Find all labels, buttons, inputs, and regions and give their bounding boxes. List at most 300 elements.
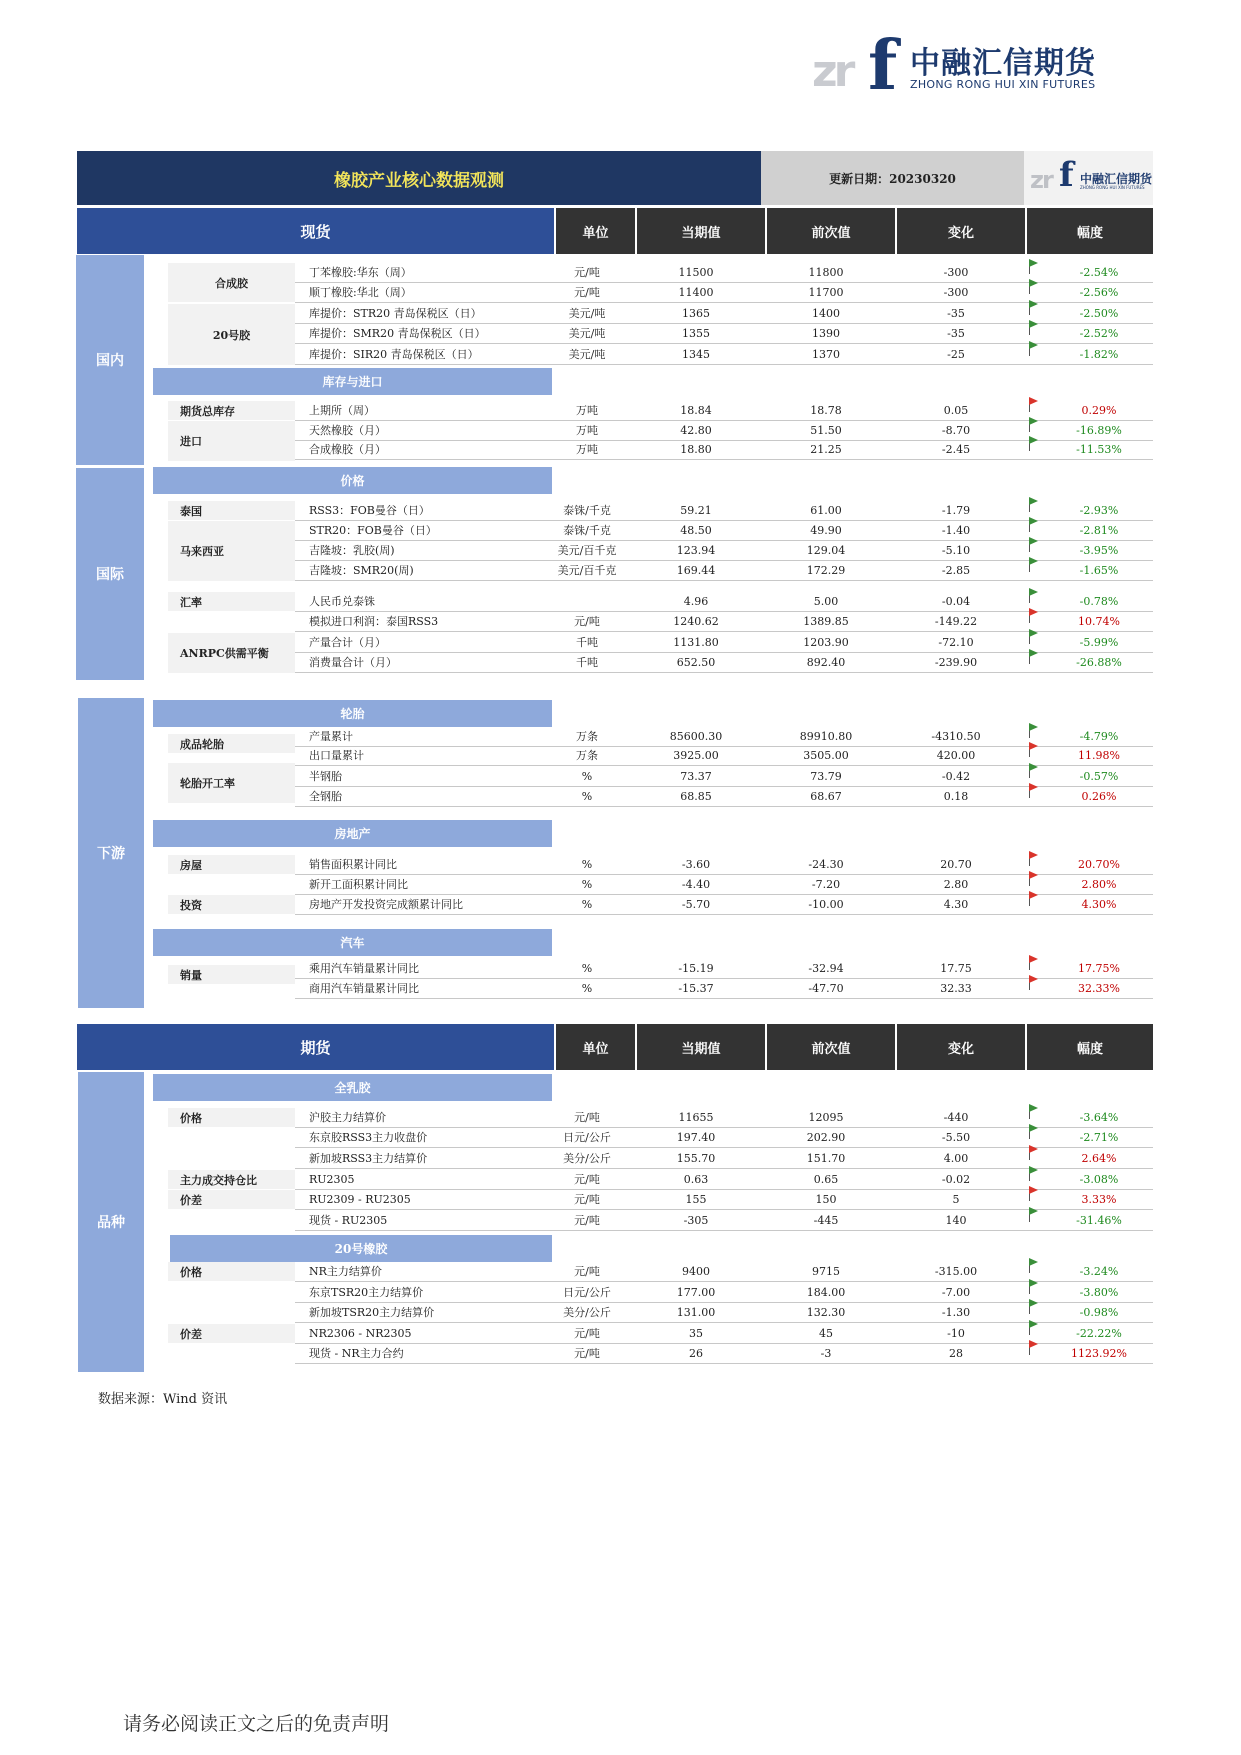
row-current: 0.63 [683,1173,709,1186]
row-pct: -3.95% [1079,544,1119,557]
row-name: 房地产开发投资完成额累计同比 [309,898,463,911]
group-tire-op: 轮胎开工率 [168,763,295,803]
small-logo-en: ZHONG RONG HUI XIN FUTURES [1080,185,1145,190]
row-name: 吉隆坡：SMR20(周) [309,564,414,577]
row-previous: -47.70 [808,982,844,995]
row-name: 消费量合计（月） [309,656,397,669]
row-unit: 万吨 [576,443,598,456]
table-row [295,1128,1153,1148]
table-row [295,612,1153,632]
row-unit: 日元/公斤 [563,1131,611,1144]
table-row [295,895,1153,915]
row-unit: 美分/公斤 [563,1152,611,1165]
row-change: -72.10 [938,636,974,649]
row-current: 18.80 [680,443,712,456]
disclaimer-footer: 请务必阅读正文之后的免责声明 [123,1713,390,1735]
row-current: 4.96 [683,595,709,608]
row-current: 155.70 [676,1152,716,1165]
row-previous: 45 [819,1327,833,1340]
row-unit: 元/吨 [574,1214,600,1227]
row-previous: 150 [815,1193,837,1206]
group-malay: 马来西亚 [168,521,295,581]
row-unit: % [581,770,593,783]
row-current: 11400 [678,286,714,299]
row-name: NR2306 - NR2305 [309,1327,412,1340]
row-pct: -0.98% [1079,1306,1119,1319]
table-row [295,263,1153,283]
row-unit: 元/吨 [574,615,600,628]
row-pct: -26.88% [1076,656,1122,669]
change-header: 变化 [897,208,1025,254]
row-pct: -3.64% [1079,1111,1119,1124]
row-change: -239.90 [934,656,978,669]
row-pct: -11.53% [1076,443,1122,456]
row-change: 0.18 [943,790,969,803]
f-unit-header: 单位 [556,1024,635,1070]
row-previous: 892.40 [806,656,846,669]
row-previous: 0.65 [813,1173,839,1186]
row-unit: 万吨 [576,404,598,417]
row-previous: 151.70 [806,1152,846,1165]
row-current: 42.80 [680,424,712,437]
row-name: 现货 - NR主力合约 [309,1347,404,1360]
table-row [295,1344,1153,1364]
table-row [295,1108,1153,1128]
row-name: 半钢胎 [309,770,342,783]
table-row [295,421,1153,441]
row-change: 28 [949,1347,963,1360]
row-current: 9400 [682,1265,710,1278]
row-change: -1.79 [941,504,971,517]
row-name: NR主力结算价 [309,1265,382,1278]
table-row [295,767,1153,787]
row-name: 现货 - RU2305 [309,1214,388,1227]
row-current: 155 [685,1193,707,1206]
row-unit: 千吨 [576,656,598,669]
row-pct: 17.75% [1078,962,1120,975]
table-row [295,855,1153,875]
row-pct: 1123.92% [1071,1347,1127,1360]
row-previous: 1203.90 [803,636,849,649]
futures-header: 期货 [77,1024,554,1070]
row-current: -305 [683,1214,709,1227]
table-row [295,1190,1153,1210]
row-pct: -3.08% [1079,1173,1119,1186]
row-pct: -16.89% [1076,424,1122,437]
row-unit: 元/吨 [574,1265,600,1278]
sub-whole-latex: 全乳胶 [153,1074,552,1101]
row-unit: 元/吨 [574,1347,600,1360]
row-name: 吉隆坡：乳胶(周) [309,544,395,557]
f-previous-header: 前次值 [767,1024,895,1070]
row-change: -0.42 [941,770,971,783]
row-previous: 12095 [808,1111,844,1124]
unit-header: 单位 [556,208,635,254]
row-name: 产量合计（月） [309,636,386,649]
row-current: 197.40 [676,1131,716,1144]
row-current: 26 [689,1347,703,1360]
row-change: -315.00 [934,1265,978,1278]
row-current: -5.70 [681,898,711,911]
row-change: -149.22 [934,615,978,628]
row-current: 1131.80 [673,636,719,649]
row-previous: 1400 [812,307,840,320]
row-name: 库提价：SMR20 青岛保税区（日） [309,327,486,340]
row-unit: 万吨 [576,424,598,437]
row-pct: 11.98% [1078,749,1120,762]
row-change: -10 [947,1327,965,1340]
row-name: 丁苯橡胶:华东（周） [309,266,412,279]
small-logo-f: f [1059,155,1074,195]
row-current: -3.60 [681,858,711,871]
row-change: -8.70 [941,424,971,437]
row-previous: -445 [813,1214,839,1227]
group-fut-inv: 期货总库存 [168,401,295,420]
row-unit: % [581,790,593,803]
row-change: -35 [947,327,965,340]
row-current: -15.37 [678,982,714,995]
row-change: -1.40 [941,524,971,537]
group-f-price: 价格 [168,1108,295,1127]
row-change: 140 [945,1214,967,1227]
table-row [295,401,1153,421]
row-unit: % [581,962,593,975]
report-title: 橡胶产业核心数据观测 [77,151,761,205]
table-row [295,1211,1153,1231]
row-change: 5 [952,1193,960,1206]
row-previous: 1390 [812,327,840,340]
sub-price: 价格 [153,467,552,494]
table-row [295,541,1153,561]
data-source: 数据来源：Wind 资讯 [98,1392,228,1407]
row-change: 32.33 [940,982,972,995]
row-current: 131.00 [676,1306,716,1319]
row-name: 上期所（周） [309,404,375,417]
row-current: 652.50 [676,656,716,669]
row-change: -35 [947,307,965,320]
section-intl: 国际 [76,468,144,680]
row-change: -7.00 [941,1286,971,1299]
row-previous: 49.90 [810,524,842,537]
group-f-spread2: 价差 [168,1324,295,1343]
row-pct: -22.22% [1076,1327,1122,1340]
row-previous: 11800 [808,266,844,279]
row-previous: -7.20 [811,878,841,891]
row-name: 天然橡胶（月） [309,424,386,437]
table-row [295,746,1153,766]
table-row [295,1262,1153,1282]
group-thai: 泰国 [168,501,295,520]
row-pct: 2.64% [1081,1152,1117,1165]
row-pct: -3.80% [1079,1286,1119,1299]
row-name: 销售面积累计同比 [309,858,397,871]
table-row [295,1170,1153,1190]
row-current: 48.50 [680,524,712,537]
row-name: 模拟进口利润：泰国RSS3 [309,615,439,628]
row-current: 73.37 [680,770,712,783]
row-current: 68.85 [680,790,712,803]
row-previous: 1370 [812,348,840,361]
table-row [295,633,1153,653]
table-row [295,561,1153,581]
sub-tire: 轮胎 [153,700,552,727]
row-change: -2.85 [941,564,971,577]
row-previous: -32.94 [808,962,844,975]
row-name: 沪胶主力结算价 [309,1111,386,1124]
f-current-header: 当期值 [637,1024,765,1070]
row-unit: 万条 [576,749,598,762]
row-current: 85600.30 [669,730,723,743]
table-row [295,979,1153,999]
row-name: 新加坡TSR20主力结算价 [309,1306,435,1319]
section-domestic: 国内 [76,255,144,465]
row-unit: 元/吨 [574,266,600,279]
row-unit: 日元/公斤 [563,1286,611,1299]
row-unit: 万条 [576,730,598,743]
row-unit: 元/吨 [574,286,600,299]
row-previous: 21.25 [810,443,842,456]
row-pct: 10.74% [1078,615,1120,628]
row-name: RSS3：FOB曼谷（日） [309,504,430,517]
table-row [295,440,1153,460]
group-f-pos: 主力成交持仓比 [168,1170,295,1189]
row-pct: -1.82% [1079,348,1119,361]
row-pct: 20.70% [1078,858,1120,871]
row-previous: 129.04 [806,544,846,557]
row-name: 乘用汽车销量累计同比 [309,962,419,975]
row-change: 17.75 [940,962,972,975]
logo-en: ZHONG RONG HUI XIN FUTURES [910,78,1096,91]
row-unit: 泰铢/千克 [563,524,611,537]
row-name: 合成橡胶（月） [309,443,386,456]
row-change: -25 [947,348,965,361]
small-logo-zr: zr [1030,166,1052,194]
row-pct: -1.65% [1079,564,1119,577]
row-change: 0.05 [943,404,969,417]
row-pct: 0.29% [1081,404,1117,417]
row-name: 东京TSR20主力结算价 [309,1286,424,1299]
row-current: 1345 [682,348,710,361]
row-pct: -0.78% [1079,595,1119,608]
row-previous: 184.00 [806,1286,846,1299]
row-pct: -2.50% [1079,307,1119,320]
row-current: 1240.62 [673,615,719,628]
row-unit: % [581,982,593,995]
row-previous: 202.90 [806,1131,846,1144]
row-current: 177.00 [676,1286,716,1299]
row-previous: 51.50 [810,424,842,437]
row-name: 商用汽车销量累计同比 [309,982,419,995]
sub-nr20: 20号橡胶 [170,1235,552,1262]
row-pct: -5.99% [1079,636,1119,649]
logo-f: f [868,26,898,106]
row-change: -0.04 [941,595,971,608]
row-change: -300 [943,266,969,279]
row-unit: 元/吨 [574,1193,600,1206]
table-row [295,653,1153,673]
row-pct: 0.26% [1081,790,1117,803]
row-pct: -2.56% [1079,286,1119,299]
row-pct: -2.52% [1079,327,1119,340]
section-variety: 品种 [78,1072,144,1372]
row-pct: 2.80% [1081,878,1117,891]
row-change: -4310.50 [931,730,981,743]
group-sales: 销量 [168,965,295,984]
table-row [295,345,1153,365]
table-row [295,283,1153,303]
row-unit: % [581,858,593,871]
row-name: 库提价：SIR20 青岛保税区（日） [309,348,479,361]
f-change-header: 变化 [897,1024,1025,1070]
table-row [295,787,1153,807]
group-import: 进口 [168,421,295,461]
table-row [295,875,1153,895]
group-house: 房屋 [168,855,295,874]
row-pct: 3.33% [1081,1193,1117,1206]
sub-auto: 汽车 [153,929,552,956]
row-current: 59.21 [680,504,712,517]
row-pct: -2.81% [1079,524,1119,537]
row-pct: -4.79% [1079,730,1119,743]
row-pct: -0.57% [1079,770,1119,783]
row-unit: % [581,898,593,911]
row-change: -1.30 [941,1306,971,1319]
group-f-price2: 价格 [168,1262,295,1281]
pct-header: 幅度 [1027,208,1153,254]
row-previous: 11700 [808,286,844,299]
row-change: -5.50 [941,1131,971,1144]
group-no20: 20号胶 [168,304,295,365]
row-current: 11500 [678,266,714,279]
row-unit: 泰铢/千克 [563,504,611,517]
table-row [295,324,1153,344]
small-logo-cn: 中融汇信期货 [1080,172,1153,186]
logo-cn: 中融汇信期货 [910,46,1096,81]
row-previous: 61.00 [810,504,842,517]
group-fx: 汇率 [168,592,295,611]
row-name: 产量累计 [309,730,353,743]
row-current: 1355 [682,327,710,340]
sub-realestate: 房地产 [153,820,552,847]
row-pct: -2.93% [1079,504,1119,517]
row-name: STR20：FOB曼谷（日） [309,524,437,537]
row-previous: 68.67 [810,790,842,803]
row-name: 人民币兑泰铢 [309,595,375,608]
row-previous: -3 [820,1347,832,1360]
table-row [295,304,1153,324]
brand-logo [812,26,1097,106]
row-current: -15.19 [678,962,714,975]
row-unit: 元/吨 [574,1327,600,1340]
row-unit: 美元/吨 [568,348,606,361]
row-unit: 元/吨 [574,1111,600,1124]
small-logo [1024,151,1153,205]
row-previous: 89910.80 [799,730,853,743]
spot-header: 现货 [77,208,554,254]
row-name: 新加坡RSS3主力结算价 [309,1152,428,1165]
row-previous: 18.78 [810,404,842,417]
row-unit: 元/吨 [574,1173,600,1186]
sub-inventory: 库存与进口 [153,368,552,395]
row-unit: % [581,878,593,891]
table-row [295,727,1153,747]
row-name: RU2305 [309,1173,355,1186]
row-change: 420.00 [936,749,976,762]
row-pct: 4.30% [1081,898,1117,911]
group-tire-fin: 成品轮胎 [168,734,295,753]
update-date: 更新日期：20230320 [761,151,1024,205]
row-unit: 美元/百千克 [557,564,617,577]
row-current: 18.84 [680,404,712,417]
row-pct: -3.24% [1079,1265,1119,1278]
table-row [295,592,1153,612]
row-previous: -10.00 [808,898,844,911]
row-previous: 132.30 [806,1306,846,1319]
row-change: -0.02 [941,1173,971,1186]
row-name: 东京胶RSS3主力收盘价 [309,1131,428,1144]
row-change: 4.00 [943,1152,969,1165]
table-row [295,1303,1153,1323]
row-change: 4.30 [943,898,969,911]
row-previous: 5.00 [813,595,839,608]
row-current: 1365 [682,307,710,320]
row-name: 顺丁橡胶:华北（周） [309,286,412,299]
row-current: -4.40 [681,878,711,891]
row-current: 35 [689,1327,703,1340]
row-previous: 9715 [812,1265,840,1278]
table-row [295,959,1153,979]
group-f-spread: 价差 [168,1190,295,1209]
row-name: 全钢胎 [309,790,342,803]
table-row [295,1149,1153,1169]
previous-header: 前次值 [767,208,895,254]
row-previous: -24.30 [808,858,844,871]
logo-zr: zr [812,46,852,97]
row-change: -2.45 [941,443,971,456]
table-row [295,1324,1153,1344]
row-previous: 172.29 [806,564,846,577]
row-unit: 美元/吨 [568,307,606,320]
row-pct: -2.54% [1079,266,1119,279]
row-change: -5.10 [941,544,971,557]
row-unit: 千吨 [576,636,598,649]
row-current: 3925.00 [673,749,719,762]
row-unit: 美分/公斤 [563,1306,611,1319]
row-unit: 美元/吨 [568,327,606,340]
row-change: -440 [943,1111,969,1124]
row-pct: -31.46% [1076,1214,1122,1227]
row-pct: 32.33% [1078,982,1120,995]
row-current: 11655 [678,1111,714,1124]
row-unit: 美元/百千克 [557,544,617,557]
row-previous: 3505.00 [803,749,849,762]
row-change: -300 [943,286,969,299]
row-change: 20.70 [940,858,972,871]
current-header: 当期值 [637,208,765,254]
row-name: 新开工面积累计同比 [309,878,408,891]
row-name: 库提价：STR20 青岛保税区（日） [309,307,482,320]
row-current: 123.94 [676,544,716,557]
table-row [295,521,1153,541]
f-pct-header: 幅度 [1027,1024,1153,1070]
group-invest: 投资 [168,895,295,914]
row-name: 出口量累计 [309,749,364,762]
row-pct: -2.71% [1079,1131,1119,1144]
row-current: 169.44 [676,564,716,577]
group-anrpc: ANRPC供需平衡 [168,633,295,673]
section-downstream: 下游 [78,698,144,1008]
table-row [295,501,1153,521]
